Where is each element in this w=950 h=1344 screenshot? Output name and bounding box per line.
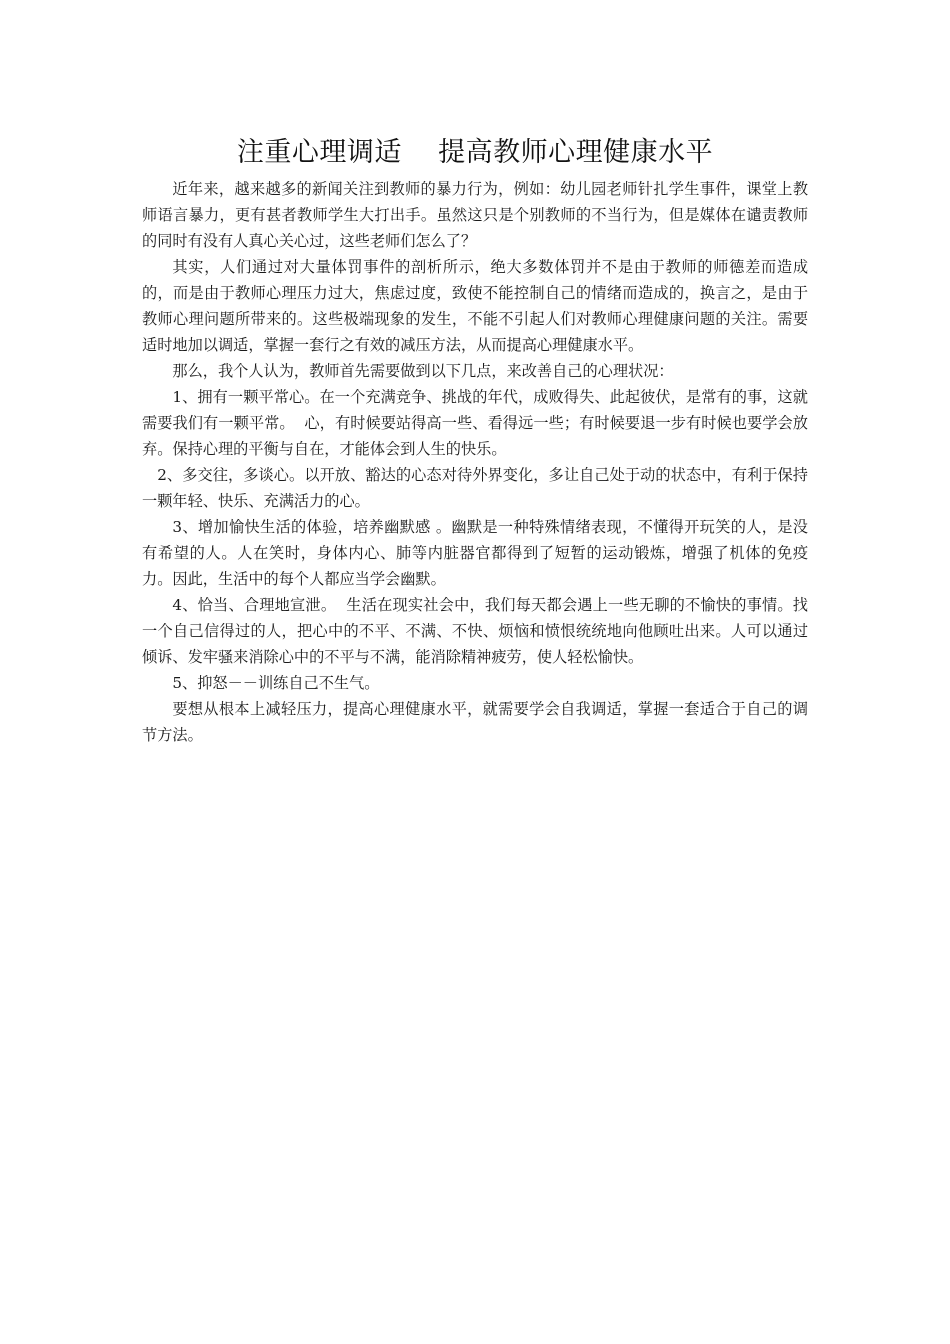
paragraph-point-4: 4、恰当、合理地宣泄。 生活在现实社会中，我们每天都会遇上一些无聊的不愉快的事情。找一个自己信得过的人，把心中的不平、不满、不快、烦恼和愤恨统统地向他顾吐出来。人可以通过倾诉、发牢骚来消除心中的不平与不满，能消除精神疲劳，使人轻松愉快。 — [142, 596, 808, 666]
paragraph-point-2: 2、多交往，多谈心。以开放、豁达的心态对待外界变化，多让自己处于动的状态中，有利于保持一颗年轻、快乐、充满活力的心。 — [142, 466, 808, 510]
paragraph-point-3: 3、增加愉快生活的体验，培养幽默感 。幽默是一种特殊情绪表现，不懂得开玩笑的人，是没有希望的人。人在笑时，身体内心、肺等内脏器官都得到了短暂的运动锻炼，增强了机体的免疫力。因此，生活中的每个人都应当学会幽默。 — [142, 518, 808, 588]
paragraph-point-1: 1、拥有一颗平常心。在一个充满竞争、挑战的年代，成败得失、此起彼伏，是常有的事，这就需要我们有一颗平常。 心，有时候要站得高一些、看得远一些；有时候要退一步有时候也要学会放弃。保持心理的平衡与自在，才能体会到人生的快乐。 — [142, 388, 808, 458]
document-body — [142, 176, 808, 748]
paragraph-lead-in: 那么，我个人认为，教师首先需要做到以下几点，来改善自己的心理状况： — [172, 362, 674, 380]
paragraph-analysis: 其实，人们通过对大量体罚事件的剖析所示，绝大多数体罚并不是由于教师的师德差而造成的，而是由于教师心理压力过大，焦虑过度，致使不能控制自己的情绪而造成的，换言之，是由于教师心理问题所带来的。这些极端现象的发生，不能不引起人们对教师心理健康问题的关注。需要适时地加以调适，掌握一套行之有效的减压方法，从而提高心理健康水平。 — [142, 258, 808, 354]
paragraph-intro: 近年来，越来越多的新闻关注到教师的暴力行为，例如：幼儿园老师针扎学生事件，课堂上教师语言暴力，更有甚者教师学生大打出手。虽然这只是个别教师的不当行为，但是媒体在谴责教师的同时有没有人真心关心过，这些老师们怎么了？ — [142, 180, 808, 250]
document-title: 注重心理调适 提高教师心理健康水平 — [236, 137, 714, 168]
paragraph-point-5: 5、抑怒－－训练自己不生气。 — [172, 674, 380, 692]
paragraph-conclusion: 要想从根本上减轻压力，提高心理健康水平，就需要学会自我调适，掌握一套适合于自己的调节方法。 — [142, 700, 808, 744]
